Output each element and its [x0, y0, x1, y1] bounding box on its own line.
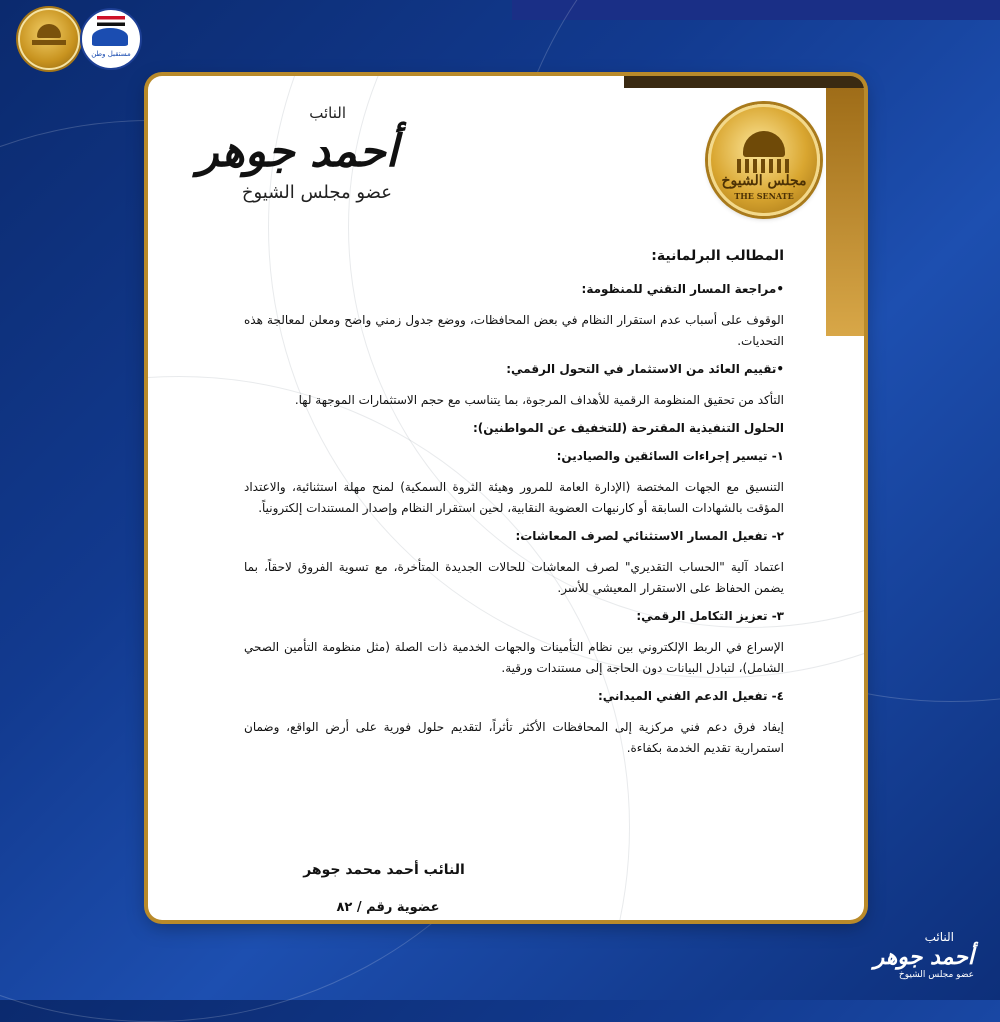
dome-base	[32, 40, 66, 45]
senate-logo-small	[18, 8, 80, 70]
party-logo-label: مستقبل وطن	[91, 50, 131, 58]
footer-name: النائب أحمد محمد جوهر	[303, 862, 465, 878]
section-title: •مراجعة المسار التقني للمنظومة:	[581, 282, 784, 296]
corner-brand	[864, 930, 974, 980]
signature-title: النائب	[309, 104, 346, 122]
seal-arabic-text: مجلس الشيوخ	[721, 173, 807, 189]
eagle-icon	[92, 28, 128, 46]
egypt-flag-icon	[97, 16, 125, 26]
dome-icon	[37, 24, 61, 38]
dome-icon	[743, 131, 785, 157]
section-title: الحلول التنفيذية المقترحة (للتخفيف عن المواطنين):	[473, 421, 784, 435]
section-title: ٢- تفعيل المسار الاستثنائي لصرف المعاشات:	[515, 529, 784, 543]
document-card	[148, 76, 864, 920]
section-body: التأكد من تحقيق المنظومة الرقمية للأهداف المرجوة، بما يتناسب مع حجم الاستثمارات الموجهة لها.	[294, 393, 784, 407]
corner-brand-title: النائب	[924, 930, 954, 944]
seal-english-text: THE SENATE	[734, 191, 794, 201]
section-body: الإسراع في الربط الإلكتروني بين نظام التأمينات والجهات الخدمية ذات الصلة (مثل منظومة التأمين الصحي الشامل)، لتبادل البيانات دون الحاجة إلى مستندات ورقية.	[244, 640, 784, 675]
columns-icon	[737, 159, 791, 173]
section-title: ٤- تفعيل الدعم الفني الميداني:	[597, 689, 784, 703]
document-content	[244, 248, 784, 769]
signature-block	[192, 100, 412, 210]
signature-role: عضو مجلس الشيوخ	[241, 182, 392, 203]
section-body: اعتماد آلية "الحساب التقديري" لصرف المعاشات للحالات الجديدة المتأخرة، مع تسوية الفروق لاحقاً، بما يضمن الحفاظ على الاستقرار المعيشي للأسر.	[244, 560, 784, 595]
section-title: ١- تيسير إجراءات السائقين والصيادين:	[556, 449, 784, 463]
section-title: ٣- تعزيز التكامل الرقمي:	[636, 609, 784, 623]
document-heading: المطالب البرلمانية:	[651, 248, 784, 264]
signature-name: أحمد جوهر	[197, 126, 398, 177]
section-body: الوقوف على أسباب عدم استقرار النظام في بعض المحافظات، ووضع جدول زمني واضح ومعلن لمعالجة هذه التحديات.	[244, 313, 784, 348]
corner-brand-name: أحمد جوهر	[873, 944, 974, 970]
corner-brand-role: عضو مجلس الشيوخ	[898, 970, 974, 980]
senate-seal	[708, 104, 820, 216]
section-body: التنسيق مع الجهات المختصة (الإدارة العامة للمرور وهيئة الثروة السمكية) لمنح مهلة استثنائية، والاعتداد المؤقت بالشهادات السابقة أو كارنيهات العضوية النقابية، لحين استقرار النظام وإصدار المستندات إلكترونياً.	[244, 480, 784, 515]
section-title: •تقييم العائد من الاستثمار في التحول الرقمي:	[506, 362, 784, 376]
section-body: إيفاد فرق دعم فني مركزية إلى المحافظات الأكثر تأثراً، لتقديم حلول فورية على أرض الواقع، وضمان استمرارية تقديم الخدمة بكفاءة.	[244, 720, 784, 755]
party-logo	[80, 8, 142, 70]
footer-membership: عضوية رقم / ٨٢	[336, 900, 440, 915]
